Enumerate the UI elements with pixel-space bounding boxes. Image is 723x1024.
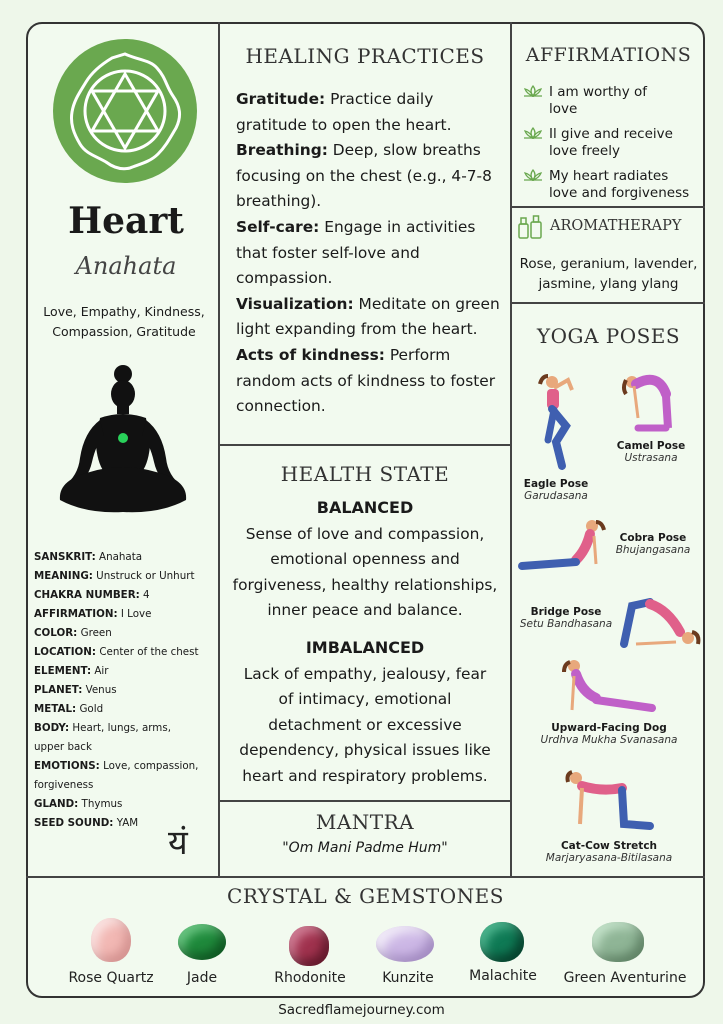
mantra-heading: MANTRA [315, 810, 415, 834]
crystal-label-green-aventurine: Green Aventurine [563, 970, 687, 986]
affirmation-item: I am worthy of love [522, 84, 704, 118]
chakra-keywords: Love, Empathy, Kindness, Compassion, Gratitude [43, 304, 205, 339]
fact-seed-sound: SEED SOUND: YAM [34, 817, 139, 829]
malachite-stone [480, 922, 524, 962]
fact-planet: PLANET: Venus [34, 684, 117, 696]
practice-gratitude: Gratitude: Practice daily gratitude to open the heart. [236, 90, 452, 134]
cat-cow-figure [562, 764, 656, 834]
crystal-label-rose-quartz: Rose Quartz [68, 970, 154, 986]
fact-metal: METAL: Gold [34, 703, 104, 715]
healing-heading: HEALING PRACTICES [245, 44, 485, 68]
meditation-figure-icon [50, 362, 196, 522]
practice-self-care: Self-care: Engage in activities that foster self-love and compassion. [236, 217, 476, 288]
fact-location: LOCATION: Center of the chest [34, 646, 199, 658]
jade-stone [178, 924, 226, 960]
footer-site: Sacredflamejourney.com [278, 1002, 445, 1018]
chakra-facts: SANSKRIT: Anahata MEANING: Unstruck or Unhurt CHAKRA NUMBER: 4 AFFIRMATION: I Love COLOR: Green LOCATION: Center of the chest ELEMENT: Air PLANET: Venus METAL: Gold BODY: Heart, lungs, arms, upper back EMOTIONS: Love, compassion, forgiveness GLAND: Thymus SEED SOUND: YAM [34, 548, 216, 833]
crystal-label-kunzite: Kunzite [382, 970, 434, 986]
crystal-label-rhodonite: Rhodonite [274, 970, 346, 986]
imbalanced-text: Lack of empathy, jealousy, fear of intimacy, emotional detachment or excessive dependency, physical issues like heart and respiratory problems. [239, 665, 491, 785]
fact-element: ELEMENT: Air [34, 665, 109, 677]
healing-practices-list [236, 87, 502, 420]
practice-breathing: Breathing: Deep, slow breaths focusing on the chest (e.g., 4-7-8 breathing). [236, 141, 492, 211]
health-heading: HEALTH STATE [280, 462, 450, 486]
pose-label-camel: Camel Pose Ustrasana [616, 440, 686, 464]
lotus-icon [522, 126, 544, 140]
divider-yoga [510, 302, 705, 304]
fact-gland: GLAND: Thymus [34, 798, 123, 810]
divider-right [510, 22, 512, 876]
balanced-title: BALANCED [316, 498, 414, 517]
pose-label-cat-cow: Cat-Cow Stretch Marjaryasana-Bitilasana [545, 840, 673, 864]
divider-aroma [510, 206, 705, 208]
green-aventurine-stone [592, 922, 644, 962]
fact-meaning: MEANING: Unstruck or Unhurt [34, 570, 195, 582]
pose-label-bridge: Bridge Pose Setu Bandhasana [519, 606, 613, 630]
cobra-pose-figure [516, 516, 610, 572]
imbalanced-title: IMBALANCED [305, 638, 425, 657]
camel-pose-figure [618, 370, 684, 434]
crystal-label-malachite: Malachite [469, 968, 537, 984]
rose-quartz-stone [91, 918, 131, 962]
aromatherapy-heading: AROMATHERAPY [550, 218, 682, 234]
heart-chakra-emblem [52, 38, 198, 184]
divider-health [218, 444, 512, 446]
chakra-title: Heart [68, 200, 184, 242]
upward-dog-figure [556, 656, 658, 718]
mantra-text: "Om Mani Padme Hum" [282, 840, 448, 856]
yam-symbol-icon: यं [168, 823, 188, 863]
fact-emotions: EMOTIONS: Love, compassion, [34, 760, 199, 772]
yoga-heading: YOGA POSES [536, 324, 681, 348]
affirmation-item: My heart radiates love and forgiveness [522, 168, 704, 202]
divider-mantra [218, 800, 512, 802]
divider-crystals [26, 876, 705, 878]
fact-color: COLOR: Green [34, 627, 112, 639]
affirmation-item: Il give and receive love freely [522, 126, 704, 160]
pose-label-eagle: Eagle Pose Garudasana [523, 478, 589, 502]
pose-label-upward-dog: Upward-Facing Dog Urdhva Mukha Svanasana [540, 722, 678, 746]
practice-kindness: Acts of kindness: Perform random acts of kindness to foster connection. [236, 345, 496, 416]
aromatherapy-list: Rose, geranium, lavender, jasmine, ylang ylang [519, 256, 698, 292]
lotus-icon [522, 84, 544, 98]
fact-chakra-number: CHAKRA NUMBER: 4 [34, 589, 150, 601]
chakra-subtitle: Anahata [75, 252, 177, 280]
balanced-text: Sense of love and compassion, emotional openness and forgiveness, healthy relationships, inner peace and balance. [232, 525, 498, 620]
fact-affirmation: AFFIRMATION: I Love [34, 608, 152, 620]
crystals-heading: CRYSTAL & GEMSTONES [227, 884, 504, 908]
essential-oil-bottles-icon [516, 214, 544, 240]
fact-body: BODY: Heart, lungs, arms, [34, 722, 171, 734]
crystal-label-jade: Jade [186, 970, 218, 986]
pose-label-cobra: Cobra Pose Bhujangasana [615, 532, 691, 556]
bridge-pose-figure [616, 594, 702, 650]
fact-sanskrit: SANSKRIT: Anahata [34, 551, 143, 563]
affirmations-heading: AFFIRMATIONS [525, 44, 692, 66]
practice-visualization: Visualization: Meditate on green light expanding from the heart. [236, 294, 500, 339]
eagle-pose-figure [532, 370, 582, 472]
rhodonite-stone [289, 926, 329, 966]
kunzite-stone [376, 926, 434, 962]
lotus-icon [522, 168, 544, 182]
